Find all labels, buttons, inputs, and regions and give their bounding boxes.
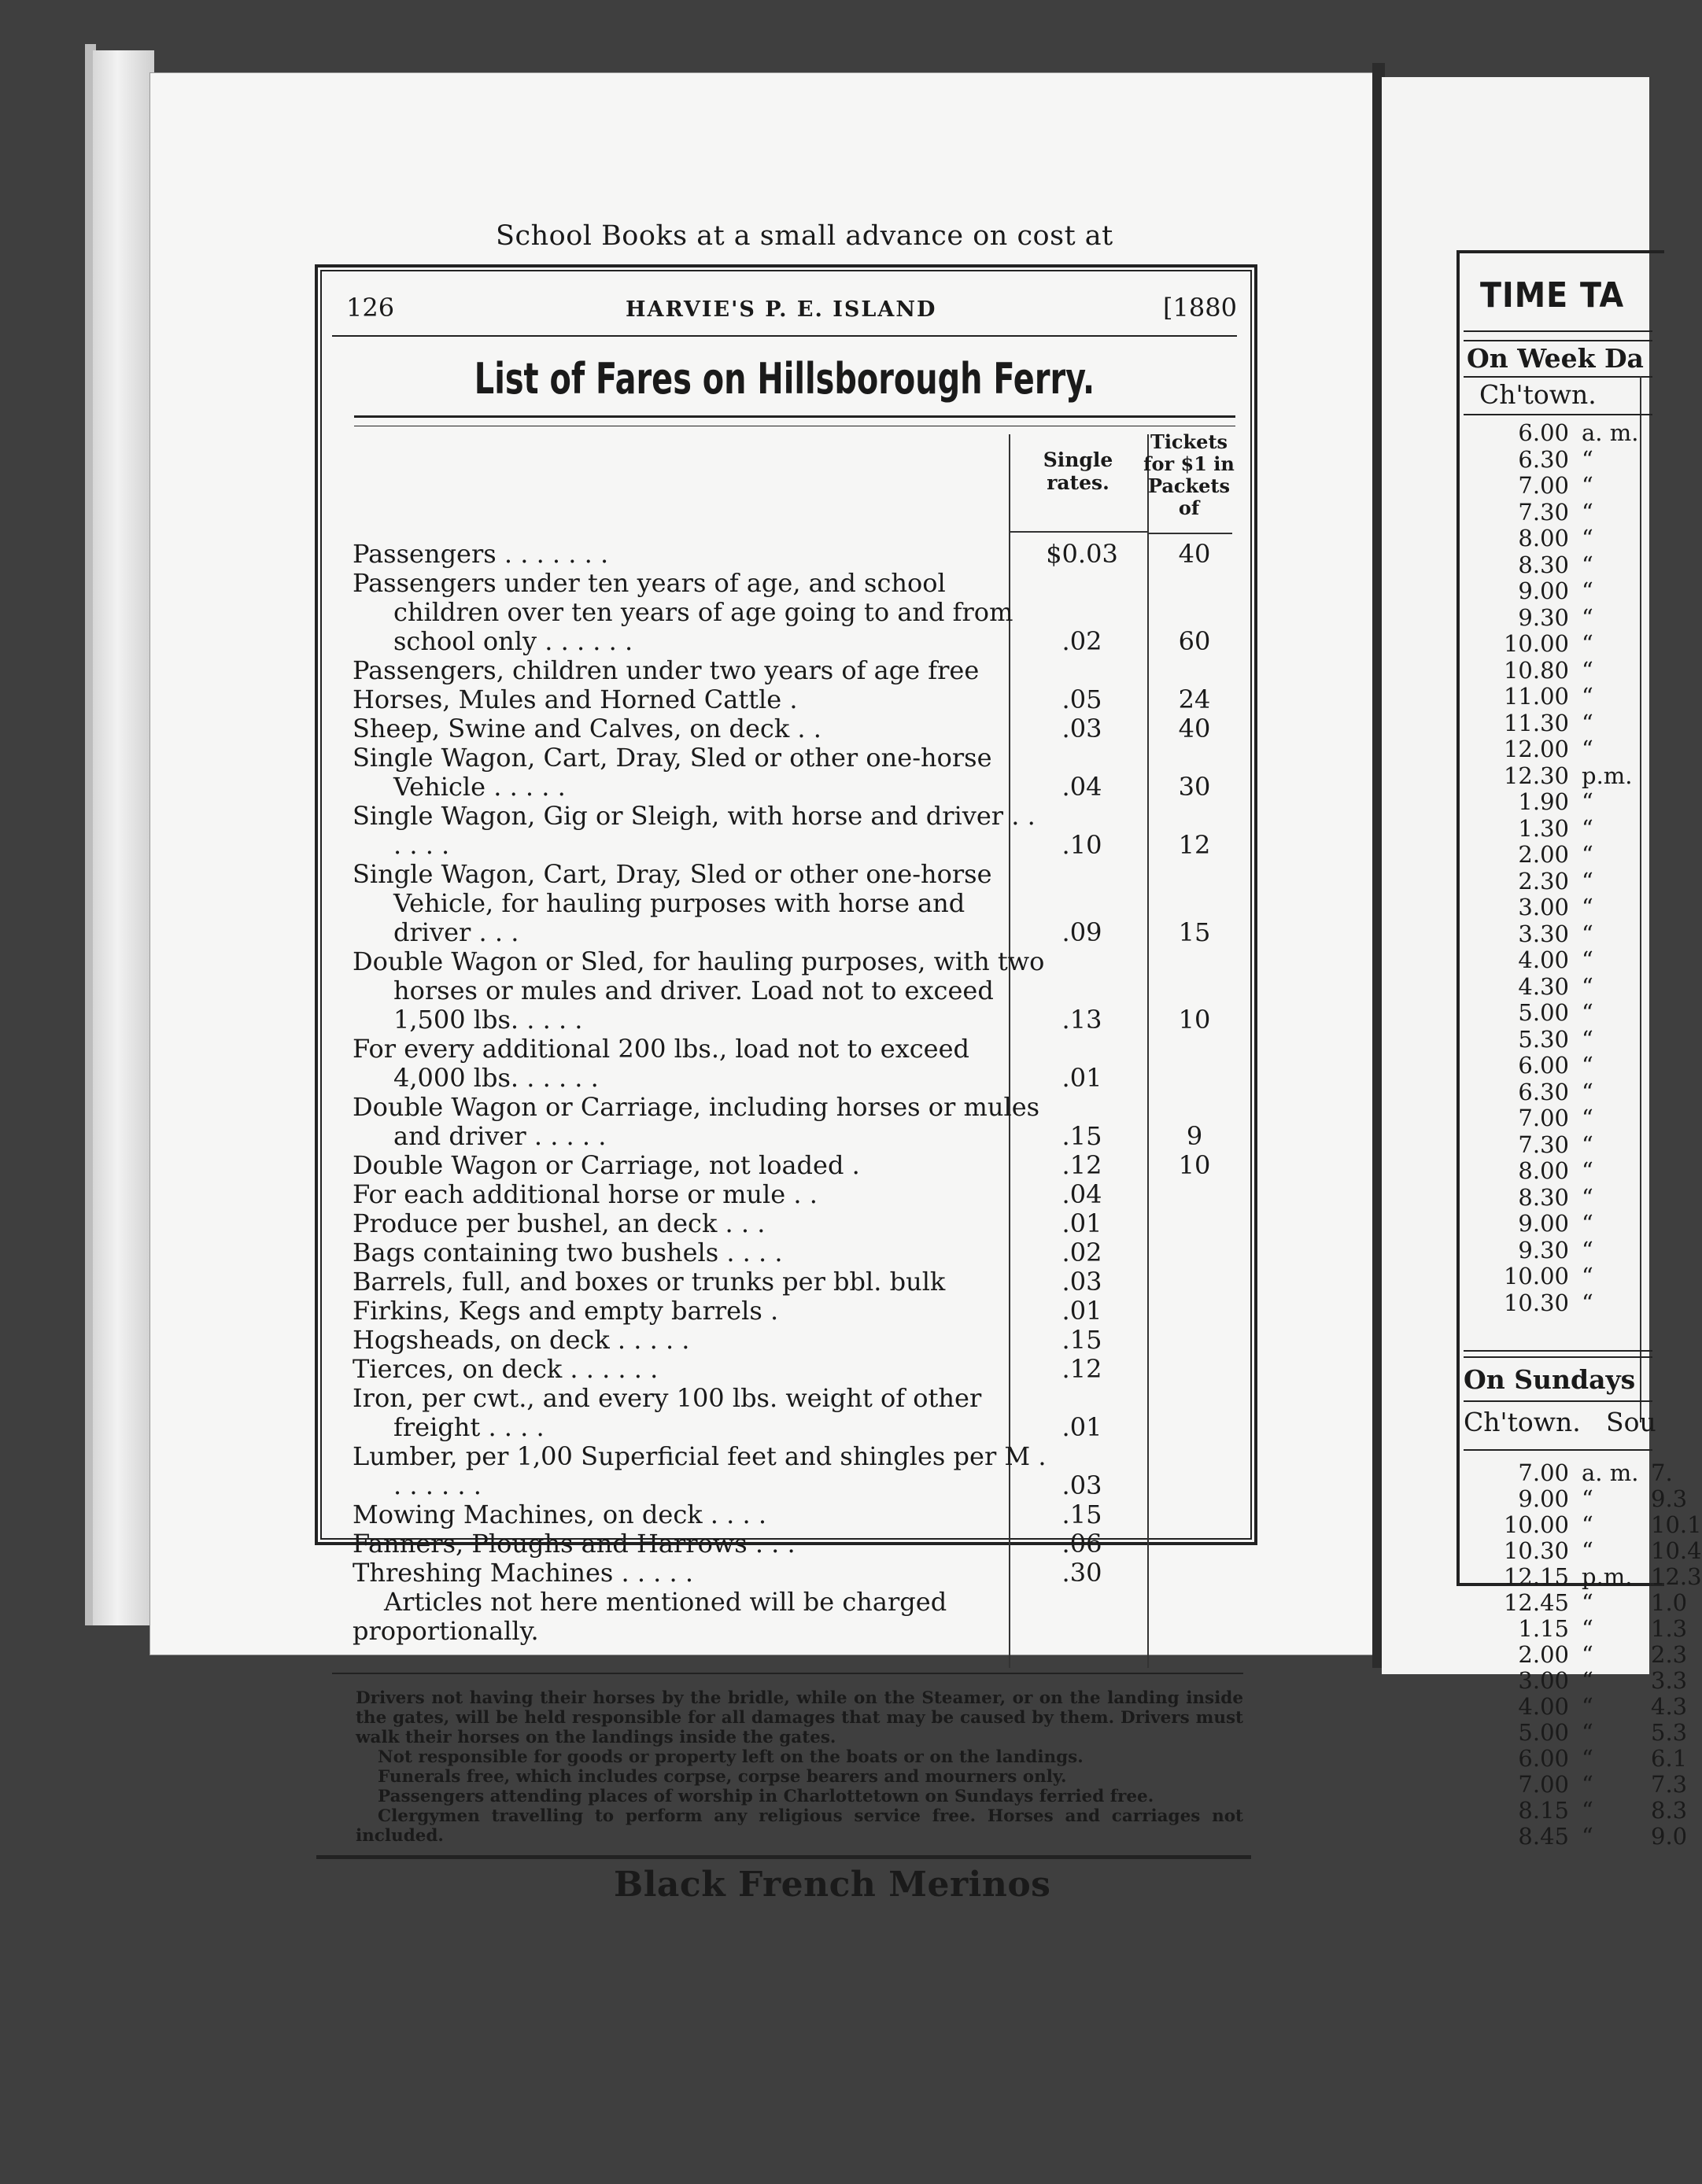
page-header-title: HARVIE'S P. E. ISLAND bbox=[626, 297, 937, 322]
fare-description: Double Wagon or Carriage, including horses or mules and driver . . . . . bbox=[353, 1092, 1040, 1151]
departure-time: 6.30 bbox=[1518, 1078, 1569, 1105]
time-row bbox=[1476, 1053, 1641, 1079]
weekdays-heading: On Week Da bbox=[1467, 343, 1644, 374]
return-time: 1.3 bbox=[1651, 1615, 1688, 1642]
fare-single-rate: .12 bbox=[1061, 1150, 1102, 1180]
fare-row bbox=[353, 743, 1242, 802]
fare-description: Double Wagon or Sled, for hauling purposes, with two horses or mules and driver. Load not to exceed 1,500 lbs. . . . . bbox=[353, 946, 1045, 1035]
departure-time: 7.00 bbox=[1518, 1771, 1569, 1798]
time-unit: “ bbox=[1582, 1183, 1593, 1211]
departure-time: 9.30 bbox=[1518, 603, 1569, 631]
time-row bbox=[1476, 710, 1641, 737]
sundays-column-head: Ch'town. bbox=[1464, 1407, 1581, 1437]
timetable-rule bbox=[1464, 1356, 1652, 1358]
right-page bbox=[1382, 77, 1702, 1850]
fare-row bbox=[353, 656, 1242, 685]
departure-time: 8.00 bbox=[1518, 1157, 1569, 1184]
time-row bbox=[1476, 1719, 1688, 1746]
time-row bbox=[1476, 684, 1641, 710]
time-unit: “ bbox=[1582, 603, 1593, 631]
time-row bbox=[1476, 1132, 1641, 1159]
departure-time: 11.00 bbox=[1503, 683, 1569, 710]
fare-single-rate: .01 bbox=[1061, 1208, 1102, 1238]
weekday-times bbox=[1476, 420, 1641, 1316]
time-unit: “ bbox=[1582, 1771, 1593, 1798]
fare-description: Barrels, full, and boxes or trunks per bbl. bulk bbox=[353, 1267, 946, 1297]
fare-single-rate: .15 bbox=[1061, 1325, 1102, 1355]
fare-single-rate: .12 bbox=[1061, 1354, 1102, 1384]
return-time: 10.1 bbox=[1651, 1511, 1702, 1538]
departure-time: 6.00 bbox=[1518, 1052, 1569, 1079]
departure-time: 8.30 bbox=[1518, 1183, 1569, 1211]
column-header-single-rates: Single rates. bbox=[1043, 448, 1113, 494]
departure-time: 12.45 bbox=[1503, 1589, 1569, 1616]
time-row bbox=[1476, 1563, 1702, 1590]
time-unit: “ bbox=[1582, 1025, 1593, 1053]
fare-row bbox=[353, 1559, 1242, 1588]
time-unit: “ bbox=[1582, 1485, 1593, 1512]
time-row bbox=[1476, 1693, 1688, 1720]
fare-single-rate: .03 bbox=[1061, 1470, 1102, 1500]
time-row bbox=[1476, 736, 1641, 763]
fare-row bbox=[353, 1384, 1242, 1442]
return-time: 6.1 bbox=[1651, 1745, 1688, 1772]
time-row bbox=[1476, 1745, 1688, 1772]
return-time: 7.3 bbox=[1651, 1771, 1688, 1798]
table-bottom-rule bbox=[332, 1673, 1243, 1674]
time-unit: “ bbox=[1582, 1236, 1593, 1264]
fare-row bbox=[353, 1151, 1242, 1180]
time-unit: “ bbox=[1582, 1797, 1593, 1824]
departure-time: 5.30 bbox=[1518, 1025, 1569, 1053]
fare-row bbox=[353, 1180, 1242, 1209]
page-stack-edge bbox=[93, 50, 154, 1625]
time-unit: “ bbox=[1582, 1511, 1593, 1538]
time-unit: “ bbox=[1582, 709, 1593, 736]
time-unit: “ bbox=[1582, 656, 1593, 684]
fare-single-rate: .01 bbox=[1061, 1296, 1102, 1326]
time-row bbox=[1476, 921, 1641, 948]
fare-row bbox=[353, 540, 1242, 569]
time-row bbox=[1476, 789, 1641, 816]
fare-row bbox=[353, 860, 1242, 947]
departure-time: 6.30 bbox=[1518, 445, 1569, 473]
time-row bbox=[1476, 500, 1641, 526]
time-unit: “ bbox=[1582, 736, 1593, 762]
fare-row bbox=[353, 685, 1242, 714]
departure-time: 4.00 bbox=[1518, 946, 1569, 973]
time-row bbox=[1476, 1027, 1641, 1053]
fare-description: Passengers under ten years of age, and school children over ten years of age going to and from school only . . . . . . bbox=[353, 568, 1013, 656]
return-time: 8.3 bbox=[1651, 1797, 1688, 1824]
fare-description: Sheep, Swine and Calves, on deck . . bbox=[353, 714, 821, 743]
return-time: 10.4 bbox=[1651, 1537, 1702, 1564]
fare-description: Mowing Machines, on deck . . . . bbox=[353, 1500, 766, 1529]
time-row bbox=[1476, 526, 1641, 552]
fare-single-rate: .01 bbox=[1061, 1412, 1102, 1442]
note-drivers: Drivers not having their horses by the bridle, while on the Steamer, or on the landing inside the gates, will be held responsible for all damages that may be caused by them. Drivers must walk their horses on the landings inside the gates. bbox=[356, 1688, 1243, 1747]
departure-time: 2.00 bbox=[1518, 1641, 1569, 1668]
time-unit: “ bbox=[1582, 525, 1593, 552]
time-unit: “ bbox=[1582, 788, 1593, 815]
frame-bottom-rule bbox=[316, 1855, 1251, 1859]
fare-single-rate: $0.03 bbox=[1046, 539, 1118, 569]
time-row bbox=[1476, 869, 1641, 895]
return-time: 2.3 bbox=[1651, 1641, 1688, 1668]
fare-single-rate: .09 bbox=[1061, 917, 1102, 947]
departure-time: 12.30 bbox=[1503, 762, 1569, 789]
time-unit: “ bbox=[1582, 1078, 1593, 1105]
time-unit: “ bbox=[1582, 972, 1593, 1000]
time-unit: “ bbox=[1582, 946, 1593, 973]
sunday-times bbox=[1476, 1459, 1702, 1850]
departure-time: 9.30 bbox=[1518, 1236, 1569, 1264]
timetable-rule bbox=[1464, 1449, 1652, 1451]
time-row bbox=[1476, 1264, 1641, 1290]
time-row bbox=[1476, 1641, 1688, 1668]
time-unit: “ bbox=[1582, 498, 1593, 526]
time-unit: “ bbox=[1582, 1537, 1593, 1564]
fare-single-rate: .01 bbox=[1061, 1063, 1102, 1093]
departure-time: 3.00 bbox=[1518, 894, 1569, 920]
time-row bbox=[1476, 578, 1641, 605]
departure-time: 7.00 bbox=[1518, 1105, 1569, 1131]
time-unit: “ bbox=[1582, 1289, 1593, 1316]
time-unit: “ bbox=[1582, 920, 1593, 947]
departure-time: 7.00 bbox=[1518, 1459, 1569, 1486]
fare-row bbox=[353, 1209, 1242, 1238]
departure-time: 7.00 bbox=[1518, 472, 1569, 499]
time-row bbox=[1476, 1211, 1641, 1238]
departure-time: 11.30 bbox=[1503, 709, 1569, 736]
fare-description: For every additional 200 lbs., load not to exceed 4,000 lbs. . . . . . bbox=[353, 1034, 970, 1093]
time-unit: “ bbox=[1582, 1693, 1593, 1720]
time-unit: “ bbox=[1582, 1823, 1593, 1850]
return-time: 9.3 bbox=[1651, 1485, 1688, 1512]
page-year: [1880 bbox=[1163, 293, 1237, 323]
departure-time: 3.00 bbox=[1518, 1667, 1569, 1694]
departure-time: 6.00 bbox=[1518, 1745, 1569, 1772]
departure-time: 7.30 bbox=[1518, 1131, 1569, 1158]
fare-description: Double Wagon or Carriage, not loaded . bbox=[353, 1150, 860, 1180]
return-time: 1.0 bbox=[1651, 1589, 1688, 1616]
fare-single-rate: .05 bbox=[1061, 684, 1102, 714]
time-row bbox=[1476, 605, 1641, 632]
time-row bbox=[1476, 1615, 1688, 1642]
fare-row bbox=[353, 1529, 1242, 1559]
fare-description: Produce per bushel, an deck . . . bbox=[353, 1208, 766, 1238]
time-unit: a. m. bbox=[1582, 1459, 1639, 1486]
return-time: 9.0 bbox=[1651, 1823, 1688, 1850]
fares-title: List of Fares on Hillsborough Ferry. bbox=[474, 354, 1095, 404]
fare-ticket-packet: 10 bbox=[1178, 1005, 1211, 1035]
fare-single-rate: .10 bbox=[1061, 830, 1102, 860]
time-row bbox=[1476, 1000, 1641, 1027]
fare-single-rate: .06 bbox=[1061, 1529, 1102, 1559]
fare-ticket-packet: 12 bbox=[1178, 830, 1211, 860]
departure-time: 9.00 bbox=[1518, 1210, 1569, 1237]
departure-time: 10.80 bbox=[1503, 656, 1569, 684]
time-row bbox=[1476, 1667, 1688, 1694]
time-unit: “ bbox=[1582, 1263, 1593, 1289]
fare-row bbox=[353, 569, 1242, 656]
departure-time: 10.30 bbox=[1503, 1289, 1569, 1316]
fare-description: Hogsheads, on deck . . . . . bbox=[353, 1325, 690, 1355]
fare-row bbox=[353, 1442, 1242, 1500]
fare-row bbox=[353, 1500, 1242, 1529]
departure-time: 5.00 bbox=[1518, 1719, 1569, 1746]
note-worship: Passengers attending places of worship in Charlottetown on Sundays ferried free. bbox=[378, 1787, 1154, 1806]
closing-note-text: Articles not here mentioned will be charged proportionally. bbox=[353, 1587, 947, 1646]
departure-time: 4.00 bbox=[1518, 1693, 1569, 1720]
departure-time: 9.00 bbox=[1518, 577, 1569, 604]
time-row bbox=[1476, 1771, 1688, 1798]
weekdays-column-head: Ch'town. bbox=[1479, 379, 1597, 410]
fare-description: Single Wagon, Cart, Dray, Sled or other one-horse Vehicle . . . . . bbox=[353, 743, 992, 802]
time-unit: “ bbox=[1582, 1719, 1593, 1746]
timetable-title: TIME TA bbox=[1480, 275, 1625, 315]
sundays-heading: On Sundays bbox=[1464, 1364, 1636, 1395]
departure-time: 8.15 bbox=[1518, 1797, 1569, 1824]
time-row bbox=[1476, 1459, 1673, 1486]
fare-ticket-packet: 40 bbox=[1178, 539, 1211, 569]
column-header-rule bbox=[1147, 533, 1232, 534]
time-unit: “ bbox=[1582, 683, 1593, 710]
note-clergymen: Clergymen travelling to perform any religious service free. Horses and carriages not included. bbox=[356, 1806, 1243, 1846]
time-unit: “ bbox=[1582, 894, 1593, 920]
time-unit: “ bbox=[1582, 841, 1593, 868]
note-goods: Not responsible for goods or property left on the boats or on the landings. bbox=[378, 1747, 1084, 1767]
time-row bbox=[1476, 447, 1641, 474]
time-unit: “ bbox=[1582, 551, 1593, 578]
time-row bbox=[1476, 1079, 1641, 1106]
time-row bbox=[1476, 1238, 1641, 1264]
departure-time: 8.00 bbox=[1518, 525, 1569, 552]
fare-single-rate: .30 bbox=[1061, 1558, 1102, 1588]
time-row bbox=[1476, 947, 1641, 974]
fare-ticket-packet: 9 bbox=[1186, 1121, 1203, 1151]
time-row bbox=[1476, 1290, 1641, 1317]
fare-single-rate: .13 bbox=[1061, 1005, 1102, 1035]
departure-time: 10.30 bbox=[1503, 1537, 1569, 1564]
departure-time: 12.15 bbox=[1503, 1563, 1569, 1590]
time-unit: “ bbox=[1582, 630, 1593, 657]
time-row bbox=[1476, 895, 1641, 921]
fare-description: Fanners, Ploughs and Harrows . . . bbox=[353, 1529, 796, 1559]
fare-single-rate: .15 bbox=[1061, 1500, 1102, 1529]
departure-time: 8.45 bbox=[1518, 1823, 1569, 1850]
fare-description: Single Wagon, Cart, Dray, Sled or other one-horse Vehicle, for hauling purposes with horse and driver . . . bbox=[353, 859, 992, 947]
column-header-rule bbox=[1009, 531, 1147, 533]
departure-time: 7.30 bbox=[1518, 498, 1569, 526]
fare-single-rate: .03 bbox=[1061, 714, 1102, 743]
time-row bbox=[1476, 1185, 1641, 1212]
departure-time: 10.00 bbox=[1503, 1263, 1569, 1289]
departure-time: 3.30 bbox=[1518, 920, 1569, 947]
timetable-rule bbox=[1464, 330, 1652, 332]
fare-row bbox=[353, 1238, 1242, 1267]
fare-description: Lumber, per 1,00 Superficial feet and shingles per M . . . . . . . bbox=[353, 1441, 1047, 1500]
departure-time: 4.30 bbox=[1518, 972, 1569, 1000]
time-unit: “ bbox=[1582, 867, 1593, 895]
time-unit: “ bbox=[1582, 1641, 1593, 1668]
departure-time: 2.30 bbox=[1518, 867, 1569, 895]
fare-ticket-packet: 60 bbox=[1178, 626, 1211, 656]
departure-time: 6.00 bbox=[1518, 419, 1569, 446]
note-funerals: Funerals free, which includes corpse, corpse bearers and mourners only. bbox=[378, 1767, 1067, 1787]
return-time: 4.3 bbox=[1651, 1693, 1688, 1720]
fare-ticket-packet: 10 bbox=[1178, 1150, 1211, 1180]
fare-description: Threshing Machines . . . . . bbox=[353, 1558, 694, 1588]
fare-single-rate: .15 bbox=[1061, 1121, 1102, 1151]
timetable-rule bbox=[1464, 414, 1652, 415]
fare-row bbox=[353, 1035, 1242, 1093]
time-unit: “ bbox=[1582, 1615, 1593, 1642]
departure-time: 1.90 bbox=[1518, 788, 1569, 815]
time-row bbox=[1476, 1158, 1641, 1185]
time-unit: “ bbox=[1582, 1157, 1593, 1184]
column-header-tickets: Tickets for $1 in Packets of bbox=[1143, 430, 1235, 519]
time-row bbox=[1476, 1797, 1688, 1824]
time-unit: “ bbox=[1582, 472, 1593, 499]
time-row bbox=[1476, 1589, 1688, 1616]
fare-description: Single Wagon, Gig or Sleigh, with horse and driver . . . . . . bbox=[353, 801, 1036, 860]
fare-ticket-packet: 15 bbox=[1178, 917, 1211, 947]
fare-description: For each additional horse or mule . . bbox=[353, 1179, 818, 1209]
fare-description: Bags containing two bushels . . . . bbox=[353, 1238, 783, 1267]
time-unit: p.m. bbox=[1582, 1563, 1633, 1590]
time-row bbox=[1476, 552, 1641, 579]
fare-ticket-packet: 40 bbox=[1178, 714, 1211, 743]
fare-single-rate: .02 bbox=[1061, 1238, 1102, 1267]
fare-row bbox=[353, 1326, 1242, 1355]
time-unit: p.m. bbox=[1582, 762, 1633, 789]
fares-table bbox=[353, 540, 1242, 1646]
departure-time: 2.00 bbox=[1518, 841, 1569, 868]
title-rule-thick bbox=[354, 415, 1235, 418]
fare-description: Iron, per cwt., and every 100 lbs. weight of other freight . . . . bbox=[353, 1383, 982, 1442]
time-row bbox=[1476, 631, 1641, 658]
fare-description: Horses, Mules and Horned Cattle . bbox=[353, 684, 798, 714]
timetable-rule bbox=[1464, 1400, 1652, 1402]
departure-time: 12.00 bbox=[1503, 736, 1569, 762]
ferry-notes bbox=[356, 1688, 1243, 1846]
time-unit: “ bbox=[1582, 577, 1593, 604]
return-time: 7. bbox=[1651, 1459, 1673, 1486]
time-row bbox=[1476, 1105, 1641, 1132]
fare-single-rate: .04 bbox=[1061, 1179, 1102, 1209]
time-row bbox=[1476, 1511, 1702, 1538]
timetable-rule bbox=[1464, 1350, 1652, 1352]
return-time: 3.3 bbox=[1651, 1667, 1688, 1694]
time-unit: “ bbox=[1582, 1589, 1593, 1616]
time-row bbox=[1476, 1823, 1688, 1850]
fare-single-rate: .03 bbox=[1061, 1267, 1102, 1297]
timetable-rule bbox=[1464, 340, 1652, 341]
time-unit: a. m. bbox=[1582, 419, 1639, 446]
fare-row bbox=[353, 1297, 1242, 1326]
time-unit: “ bbox=[1582, 999, 1593, 1026]
time-unit: “ bbox=[1582, 1052, 1593, 1079]
fare-row bbox=[353, 1355, 1242, 1384]
fare-row bbox=[353, 1267, 1242, 1297]
fare-closing-note bbox=[353, 1588, 1242, 1646]
running-head: School Books at a small advance on cost at bbox=[496, 220, 1113, 252]
departure-time: 1.15 bbox=[1518, 1615, 1569, 1642]
fare-row bbox=[353, 947, 1242, 1035]
time-row bbox=[1476, 974, 1641, 1001]
sundays-column-head-2: Sou bbox=[1606, 1407, 1656, 1437]
time-row bbox=[1476, 1537, 1702, 1564]
fare-description: Passengers . . . . . . . bbox=[353, 539, 609, 569]
time-row bbox=[1476, 658, 1641, 684]
fare-single-rate: .02 bbox=[1061, 626, 1102, 656]
departure-time: 5.00 bbox=[1518, 999, 1569, 1026]
fare-description: Passengers, children under two years of age free bbox=[353, 655, 980, 685]
time-unit: “ bbox=[1582, 1210, 1593, 1237]
time-unit: “ bbox=[1582, 445, 1593, 473]
time-unit: “ bbox=[1582, 814, 1593, 842]
fare-ticket-packet: 24 bbox=[1178, 684, 1211, 714]
departure-time: 1.30 bbox=[1518, 814, 1569, 842]
time-unit: “ bbox=[1582, 1667, 1593, 1694]
departure-time: 10.00 bbox=[1503, 630, 1569, 657]
fare-row bbox=[353, 714, 1242, 743]
departure-time: 10.00 bbox=[1503, 1511, 1569, 1538]
time-unit: “ bbox=[1582, 1131, 1593, 1158]
fare-row bbox=[353, 1093, 1242, 1151]
timetable-rule bbox=[1464, 376, 1652, 378]
time-unit: “ bbox=[1582, 1745, 1593, 1772]
footer-advert: Black French Merinos bbox=[614, 1865, 1051, 1905]
fare-row bbox=[353, 802, 1242, 860]
fare-ticket-packet: 30 bbox=[1178, 772, 1211, 802]
return-time: 12.3 bbox=[1651, 1563, 1702, 1590]
departure-time: 9.00 bbox=[1518, 1485, 1569, 1512]
departure-time: 8.30 bbox=[1518, 551, 1569, 578]
fare-description: Firkins, Kegs and empty barrels . bbox=[353, 1296, 779, 1326]
page-number: 126 bbox=[346, 293, 395, 323]
fare-single-rate: .04 bbox=[1061, 772, 1102, 802]
time-row bbox=[1476, 1485, 1688, 1512]
time-row bbox=[1476, 420, 1641, 447]
time-row bbox=[1476, 473, 1641, 500]
header-rule bbox=[332, 335, 1237, 337]
time-row bbox=[1476, 763, 1641, 790]
time-unit: “ bbox=[1582, 1105, 1593, 1131]
fare-description: Tierces, on deck . . . . . . bbox=[353, 1354, 659, 1384]
time-row bbox=[1476, 842, 1641, 869]
return-time: 5.3 bbox=[1651, 1719, 1688, 1746]
time-row bbox=[1476, 816, 1641, 843]
